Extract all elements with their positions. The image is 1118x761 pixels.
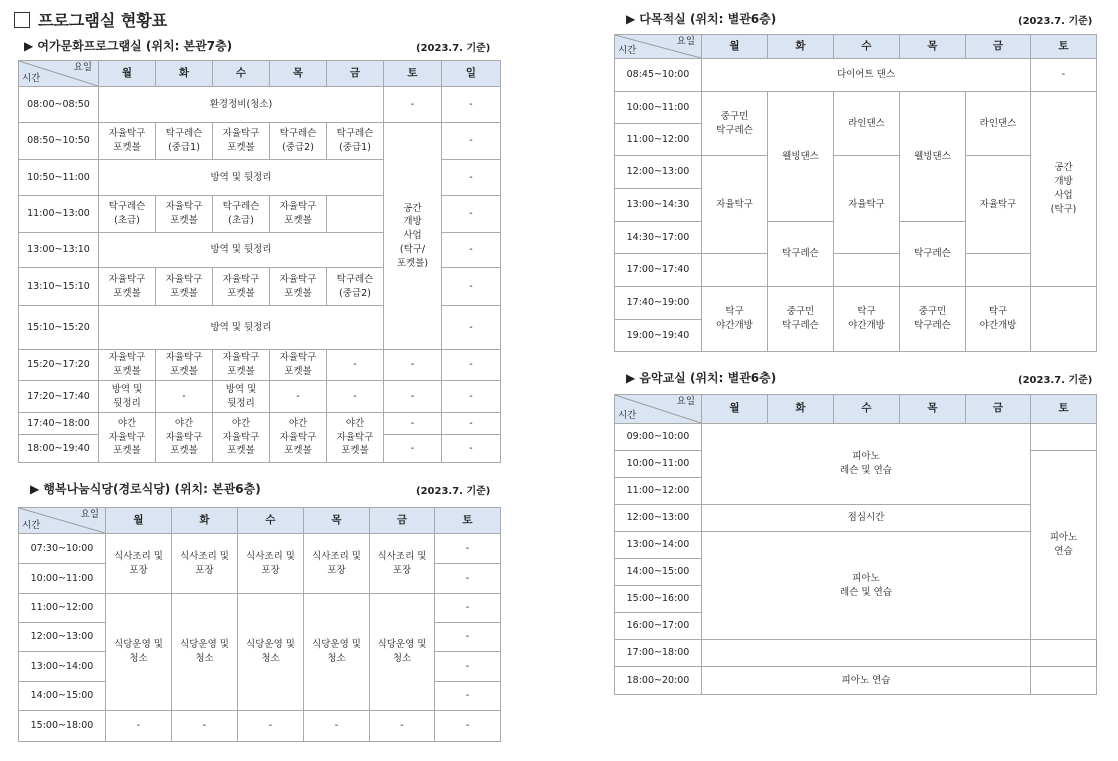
schedule-cell: 라인댄스 [834,92,900,156]
schedule-cell [327,196,384,233]
schedule-cell: - [172,711,238,742]
schedule-cell: - [384,350,442,381]
corner-day-label: 요일 [676,36,695,47]
time-cell: 14:00~15:00 [615,559,702,586]
schedule-cell: - [442,435,501,463]
asof-cafeteria: (2023.7. 기준) [416,486,491,497]
schedule-cell: 자율탁구 [834,156,900,254]
time-cell: 08:45~10:00 [615,59,702,92]
time-cell: 16:00~17:00 [615,613,702,640]
schedule-cell: 식사조리 및 포장 [106,534,172,594]
day-header: 화 [768,35,834,59]
schedule-cell: 자율탁구 포켓볼 [270,196,327,233]
time-cell: 08:50~10:50 [19,123,99,160]
day-header: 목 [900,395,966,424]
corner-header [19,508,106,534]
day-header: 금 [370,508,435,534]
schedule-cell: - [106,711,172,742]
time-cell: 17:40~19:00 [615,287,702,320]
time-cell: 10:00~11:00 [615,92,702,124]
corner-time-label: 시간 [22,73,41,85]
schedule-cell: - [442,350,501,381]
page-title: 프로그램실 현황표 [38,11,168,30]
multipurpose-room-table [614,34,1097,352]
day-header: 토 [384,61,442,87]
schedule-cell: 탁구레슨 [900,222,966,287]
time-cell: 17:20~17:40 [19,381,99,413]
schedule-cell: 야간 자율탁구 포켓볼 [213,413,270,463]
time-cell: 13:10~15:10 [19,268,99,306]
schedule-cell [702,640,1031,667]
time-cell: 09:00~10:00 [615,424,702,451]
section-title-cafeteria: ▶ 행복나눔식당(경로식당) (위치: 본관6층) [30,482,261,496]
day-header: 목 [270,61,327,87]
schedule-cell: 웰빙댄스 [900,92,966,222]
day-header: 화 [768,395,834,424]
schedule-cell: 피아노 연습 [1031,451,1097,640]
schedule-cell: 자율탁구 포켓볼 [99,123,156,160]
schedule-cell: 탁구레슨 (중급1) [327,123,384,160]
corner-time-label: 시간 [618,410,637,422]
day-header: 월 [702,395,768,424]
day-header: 화 [172,508,238,534]
time-cell: 15:00~16:00 [615,586,702,613]
schedule-cell: 식사조리 및 포장 [238,534,304,594]
day-header: 목 [304,508,370,534]
schedule-cell: 탁구 야간개방 [834,287,900,352]
schedule-cell: - [442,196,501,233]
time-cell: 13:00~14:00 [19,652,106,682]
schedule-cell: 라인댄스 [966,92,1031,156]
time-cell: 12:00~13:00 [19,623,106,652]
schedule-cell: 자율탁구 [702,156,768,254]
page-title-row [14,8,167,31]
time-cell: 12:00~13:00 [615,505,702,532]
corner-header [615,35,702,59]
day-header: 수 [834,395,900,424]
schedule-cell [834,254,900,287]
schedule-cell: 자율탁구 포켓볼 [156,268,213,306]
schedule-cell: - [384,381,442,413]
schedule-cell: 중구민 탁구레슨 [900,287,966,352]
schedule-cell: 다이어트 댄스 [702,59,1031,92]
time-cell: 19:00~19:40 [615,320,702,352]
schedule-cell: - [442,87,501,123]
schedule-cell: - [442,233,501,268]
corner-time-label: 시간 [22,520,41,532]
schedule-cell: - [1031,59,1097,92]
day-header: 월 [106,508,172,534]
day-header: 금 [327,61,384,87]
schedule-cell: - [442,160,501,196]
corner-time-label: 시간 [618,45,637,57]
schedule-cell: 자율탁구 포켓볼 [270,350,327,381]
schedule-cell: - [238,711,304,742]
schedule-cell: 방역 및 뒷정리 [99,160,384,196]
schedule-cell: 탁구레슨 (초급) [213,196,270,233]
schedule-cell: 자율탁구 포켓볼 [213,350,270,381]
schedule-cell: 공간 개방 사업 (탁구) [1031,92,1097,287]
schedule-cell: - [384,435,442,463]
day-header: 목 [900,35,966,59]
cafeteria-table [18,507,501,742]
schedule-cell: 식당운영 및 청소 [370,594,435,711]
schedule-cell: - [435,564,501,594]
day-header: 수 [834,35,900,59]
time-cell: 12:00~13:00 [615,156,702,189]
corner-day-label: 요일 [676,396,695,407]
schedule-cell: 방역 및 뒷정리 [99,381,156,413]
schedule-cell: 자율탁구 포켓볼 [156,196,213,233]
time-cell: 13:00~13:10 [19,233,99,268]
schedule-cell: - [327,350,384,381]
schedule-cell: 자율탁구 포켓볼 [156,350,213,381]
schedule-cell: 자율탁구 포켓볼 [213,123,270,160]
time-cell: 10:00~11:00 [19,564,106,594]
time-cell: 10:50~11:00 [19,160,99,196]
schedule-cell: 탁구 야간개방 [966,287,1031,352]
schedule-cell: - [442,268,501,306]
schedule-cell: - [270,381,327,413]
section-title-multipurpose: ▶ 다목적실 (위치: 별관6층) [626,12,777,26]
day-header: 토 [1031,35,1097,59]
day-header: 토 [1031,395,1097,424]
day-header: 화 [156,61,213,87]
day-header: 토 [435,508,501,534]
day-header: 금 [966,395,1031,424]
schedule-cell: - [384,87,442,123]
schedule-cell: 점심시간 [702,505,1031,532]
schedule-cell: - [435,682,501,711]
schedule-cell: 피아노 레슨 및 연습 [702,424,1031,505]
corner-header [19,61,99,87]
schedule-cell: 탁구 야간개방 [702,287,768,352]
schedule-cell: 식당운영 및 청소 [106,594,172,711]
title-checkbox-icon [14,12,30,28]
asof-music-room: (2023.7. 기준) [1018,375,1093,386]
schedule-cell: - [435,711,501,742]
schedule-cell: 방역 및 뒷정리 [99,306,384,350]
schedule-cell: 식사조리 및 포장 [172,534,238,594]
time-cell: 15:00~18:00 [19,711,106,742]
schedule-cell: 식사조리 및 포장 [304,534,370,594]
schedule-cell [1031,424,1097,451]
schedule-cell: 자율탁구 포켓볼 [270,268,327,306]
schedule-cell: 피아노 연습 [702,667,1031,695]
day-header: 수 [213,61,270,87]
schedule-cell: 식당운영 및 청소 [172,594,238,711]
schedule-cell: 식사조리 및 포장 [370,534,435,594]
schedule-cell: - [435,623,501,652]
schedule-cell: 자율탁구 포켓볼 [99,268,156,306]
time-cell: 13:00~14:30 [615,189,702,222]
asof-multipurpose: (2023.7. 기준) [1018,16,1093,27]
schedule-cell: - [442,381,501,413]
schedule-cell: 탁구레슨 (중급2) [327,268,384,306]
time-cell: 11:00~12:00 [615,124,702,156]
schedule-cell: 환경정비(청소) [99,87,384,123]
asof-program-room: (2023.7. 기준) [416,43,491,54]
schedule-cell [1031,287,1097,352]
music-room-table [614,394,1097,695]
time-cell: 14:30~17:00 [615,222,702,254]
day-header: 월 [99,61,156,87]
schedule-cell: - [442,413,501,435]
schedule-cell: - [435,594,501,623]
time-cell: 18:00~20:00 [615,667,702,695]
time-cell: 17:40~18:00 [19,413,99,435]
time-cell: 15:10~15:20 [19,306,99,350]
schedule-cell: 탁구레슨 (중급1) [156,123,213,160]
schedule-cell: 중구민 탁구레슨 [702,92,768,156]
schedule-cell: - [435,652,501,682]
schedule-cell: 탁구레슨 (초급) [99,196,156,233]
section-title-program-room: ▶ 여가문화프로그램실 (위치: 본관7층) [24,39,233,53]
time-cell: 07:30~10:00 [19,534,106,564]
time-cell: 15:20~17:20 [19,350,99,381]
schedule-cell: - [435,534,501,564]
schedule-cell: 야간 자율탁구 포켓볼 [327,413,384,463]
program-room-table [18,60,501,463]
day-header: 금 [966,35,1031,59]
schedule-cell: 탁구레슨 (중급2) [270,123,327,160]
day-header: 수 [238,508,304,534]
time-cell: 18:00~19:40 [19,435,99,463]
schedule-cell: - [442,123,501,160]
schedule-cell: 야간 자율탁구 포켓볼 [156,413,213,463]
schedule-cell: 식당운영 및 청소 [304,594,370,711]
time-cell: 10:00~11:00 [615,451,702,478]
schedule-cell: 방역 및 뒷정리 [213,381,270,413]
schedule-cell: 자율탁구 포켓볼 [213,268,270,306]
schedule-cell [966,254,1031,287]
schedule-cell: 피아노 레슨 및 연습 [702,532,1031,640]
schedule-cell [702,254,768,287]
corner-header [615,395,702,424]
schedule-cell [1031,667,1097,695]
schedule-cell: - [156,381,213,413]
corner-day-label: 요일 [80,509,99,520]
time-cell: 13:00~14:00 [615,532,702,559]
day-header: 일 [442,61,501,87]
time-cell: 11:00~13:00 [19,196,99,233]
time-cell: 17:00~18:00 [615,640,702,667]
schedule-cell: - [442,306,501,350]
schedule-cell: 야간 자율탁구 포켓볼 [270,413,327,463]
time-cell: 11:00~12:00 [19,594,106,623]
schedule-cell: 방역 및 뒷정리 [99,233,384,268]
schedule-cell: 야간 자율탁구 포켓볼 [99,413,156,463]
schedule-cell: 자율탁구 [966,156,1031,254]
schedule-cell: 웰빙댄스 [768,92,834,222]
section-title-music-room: ▶ 음악교실 (위치: 별관6층) [626,371,777,385]
time-cell: 08:00~08:50 [19,87,99,123]
schedule-cell: - [370,711,435,742]
schedule-cell: - [384,413,442,435]
schedule-cell: - [304,711,370,742]
schedule-cell: - [327,381,384,413]
schedule-cell: 탁구레슨 [768,222,834,287]
time-cell: 17:00~17:40 [615,254,702,287]
schedule-cell: 식당운영 및 청소 [238,594,304,711]
schedule-cell: 공간 개방 사업 (탁구/ 포켓볼) [384,123,442,350]
time-cell: 11:00~12:00 [615,478,702,505]
day-header: 월 [702,35,768,59]
schedule-cell: 중구민 탁구레슨 [768,287,834,352]
corner-day-label: 요일 [73,62,92,73]
schedule-cell: 자율탁구 포켓볼 [99,350,156,381]
time-cell: 14:00~15:00 [19,682,106,711]
